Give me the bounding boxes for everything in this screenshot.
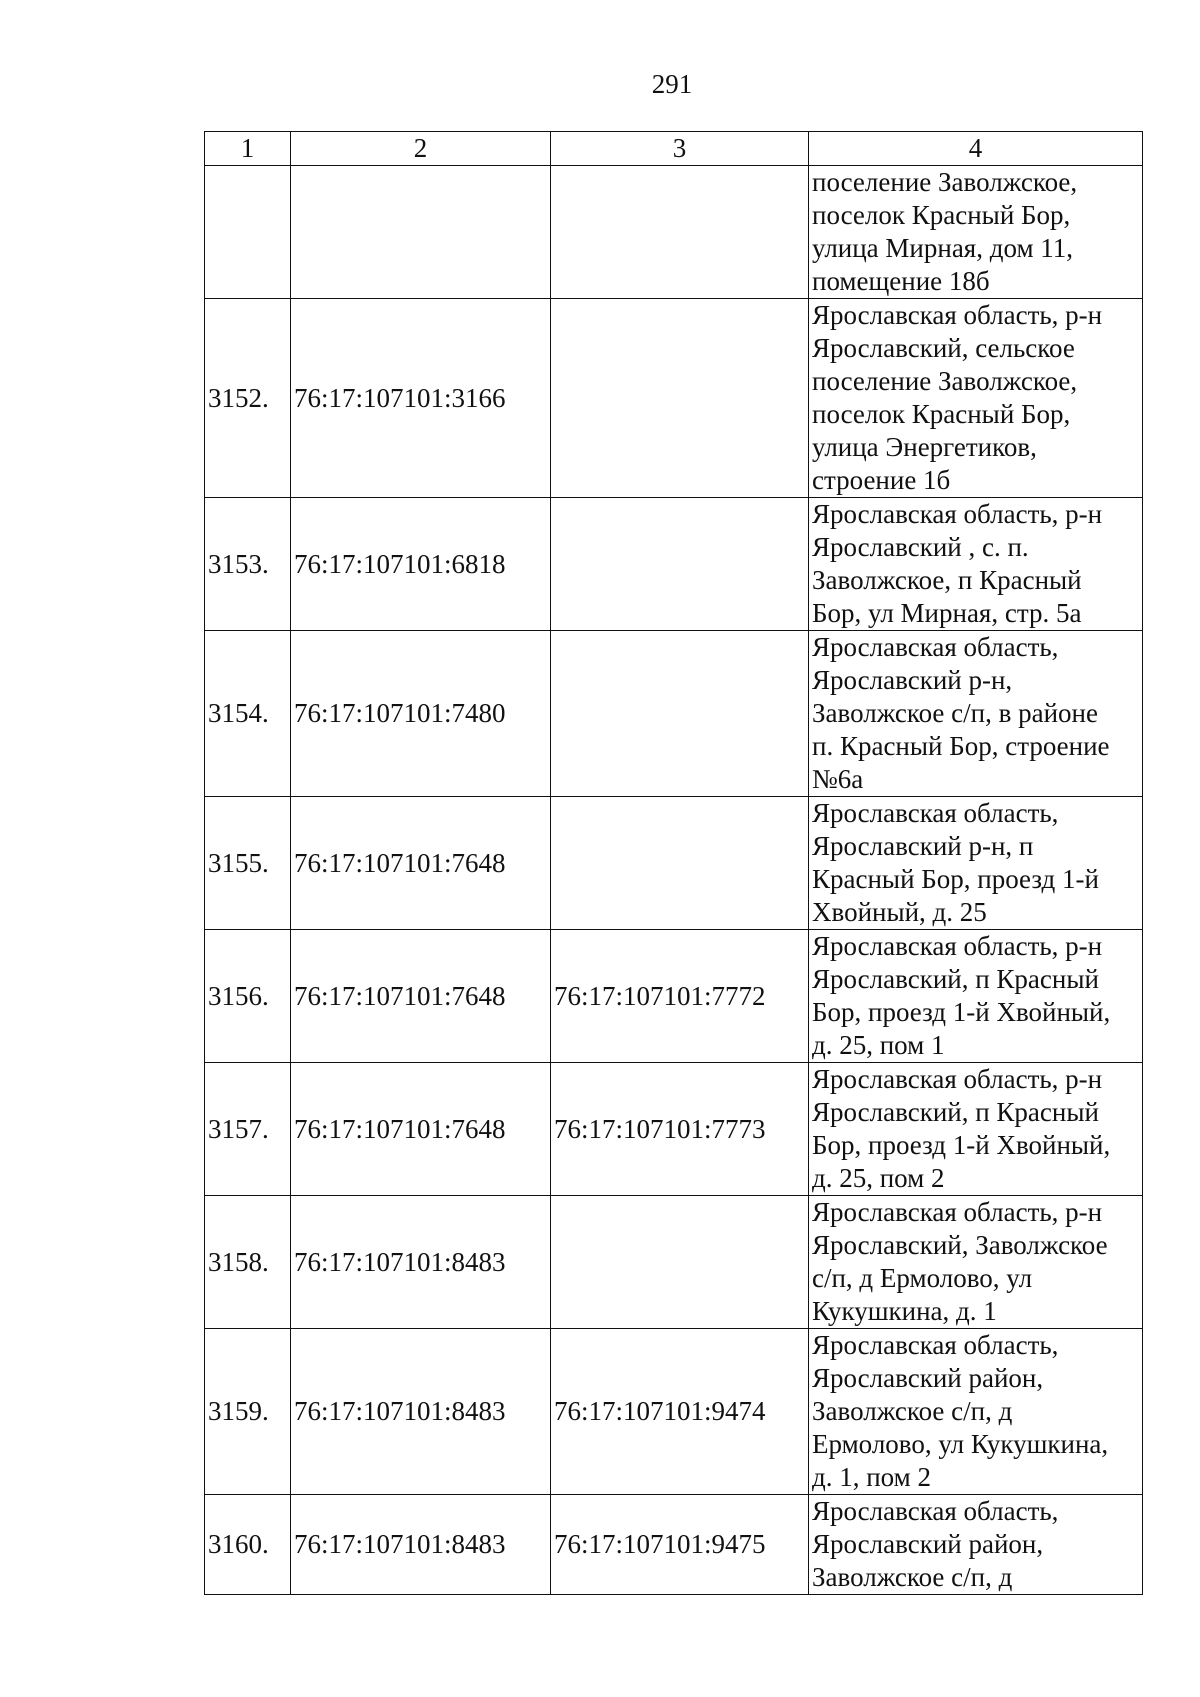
cadastral-number-cell: 76:17:107101:8483 xyxy=(291,1329,551,1495)
header-cell-2: 2 xyxy=(291,132,551,166)
row-number-cell: 3152. xyxy=(205,299,291,498)
object-number-cell: 76:17:107101:9475 xyxy=(551,1495,809,1595)
page-number: 291 xyxy=(651,69,693,99)
table-row xyxy=(205,498,1143,631)
object-number-cell: 76:17:107101:7772 xyxy=(551,930,809,1063)
cadastral-number-cell: 76:17:107101:8483 xyxy=(291,1196,551,1329)
object-number-cell xyxy=(551,1196,809,1329)
cadastral-number-cell: 76:17:107101:7648 xyxy=(291,930,551,1063)
header-cell-4: 4 xyxy=(809,132,1143,166)
address-cell: Ярославская область, Ярославский р-н, Заволжское с/п, в районе п. Красный Бор, строение №6а xyxy=(809,631,1143,797)
table-row xyxy=(205,299,1143,498)
row-number-cell: 3160. xyxy=(205,1495,291,1595)
row-number-cell: 3155. xyxy=(205,797,291,930)
address-cell: Ярославская область, р-н Ярославский, п Красный Бор, проезд 1-й Хвойный, д. 25, пом 1 xyxy=(809,930,1143,1063)
cadastral-number-cell xyxy=(291,166,551,299)
object-number-cell xyxy=(551,498,809,631)
object-number-cell xyxy=(551,631,809,797)
address-cell: поселение Заволжское, поселок Красный Бор, улица Мирная, дом 11, помещение 18б xyxy=(809,166,1143,299)
row-number-cell xyxy=(205,166,291,299)
address-cell: Ярославская область, Ярославский район, Заволжское с/п, д xyxy=(809,1495,1143,1595)
row-number-cell: 3158. xyxy=(205,1196,291,1329)
table-row xyxy=(205,166,1143,299)
row-number-cell: 3157. xyxy=(205,1063,291,1196)
address-cell: Ярославская область, р-н Ярославский, сельское поселение Заволжское, поселок Красный Бор, улица Энергетиков, строение 1б xyxy=(809,299,1143,498)
row-number-cell: 3153. xyxy=(205,498,291,631)
table-row xyxy=(205,1329,1143,1495)
cadastral-number-cell: 76:17:107101:7648 xyxy=(291,797,551,930)
header-row xyxy=(205,132,1143,166)
header-cell-3: 3 xyxy=(551,132,809,166)
cadastral-number-cell: 76:17:107101:7480 xyxy=(291,631,551,797)
registry-table xyxy=(204,131,1143,1595)
cadastral-number-cell: 76:17:107101:3166 xyxy=(291,299,551,498)
cadastral-number-cell: 76:17:107101:8483 xyxy=(291,1495,551,1595)
address-cell: Ярославская область, Ярославский район, Заволжское с/п, д Ермолово, ул Кукушкина, д. 1, пом 2 xyxy=(809,1329,1143,1495)
cadastral-number-cell: 76:17:107101:7648 xyxy=(291,1063,551,1196)
object-number-cell xyxy=(551,166,809,299)
row-number-cell: 3154. xyxy=(205,631,291,797)
table-row xyxy=(205,631,1143,797)
address-cell: Ярославская область, Ярославский р-н, п Красный Бор, проезд 1-й Хвойный, д. 25 xyxy=(809,797,1143,930)
header-cell-1: 1 xyxy=(205,132,291,166)
object-number-cell: 76:17:107101:7773 xyxy=(551,1063,809,1196)
table-row xyxy=(205,1196,1143,1329)
object-number-cell xyxy=(551,299,809,498)
address-cell: Ярославская область, р-н Ярославский, п Красный Бор, проезд 1-й Хвойный, д. 25, пом 2 xyxy=(809,1063,1143,1196)
table-row xyxy=(205,797,1143,930)
table-row xyxy=(205,930,1143,1063)
cadastral-number-cell: 76:17:107101:6818 xyxy=(291,498,551,631)
object-number-cell: 76:17:107101:9474 xyxy=(551,1329,809,1495)
object-number-cell xyxy=(551,797,809,930)
table-row xyxy=(205,1495,1143,1595)
row-number-cell: 3159. xyxy=(205,1329,291,1495)
address-cell: Ярославская область, р-н Ярославский, Заволжское с/п, д Ермолово, ул Кукушкина, д. 1 xyxy=(809,1196,1143,1329)
address-cell: Ярославская область, р-н Ярославский , с. п. Заволжское, п Красный Бор, ул Мирная, стр. 5а xyxy=(809,498,1143,631)
row-number-cell: 3156. xyxy=(205,930,291,1063)
table-row xyxy=(205,1063,1143,1196)
